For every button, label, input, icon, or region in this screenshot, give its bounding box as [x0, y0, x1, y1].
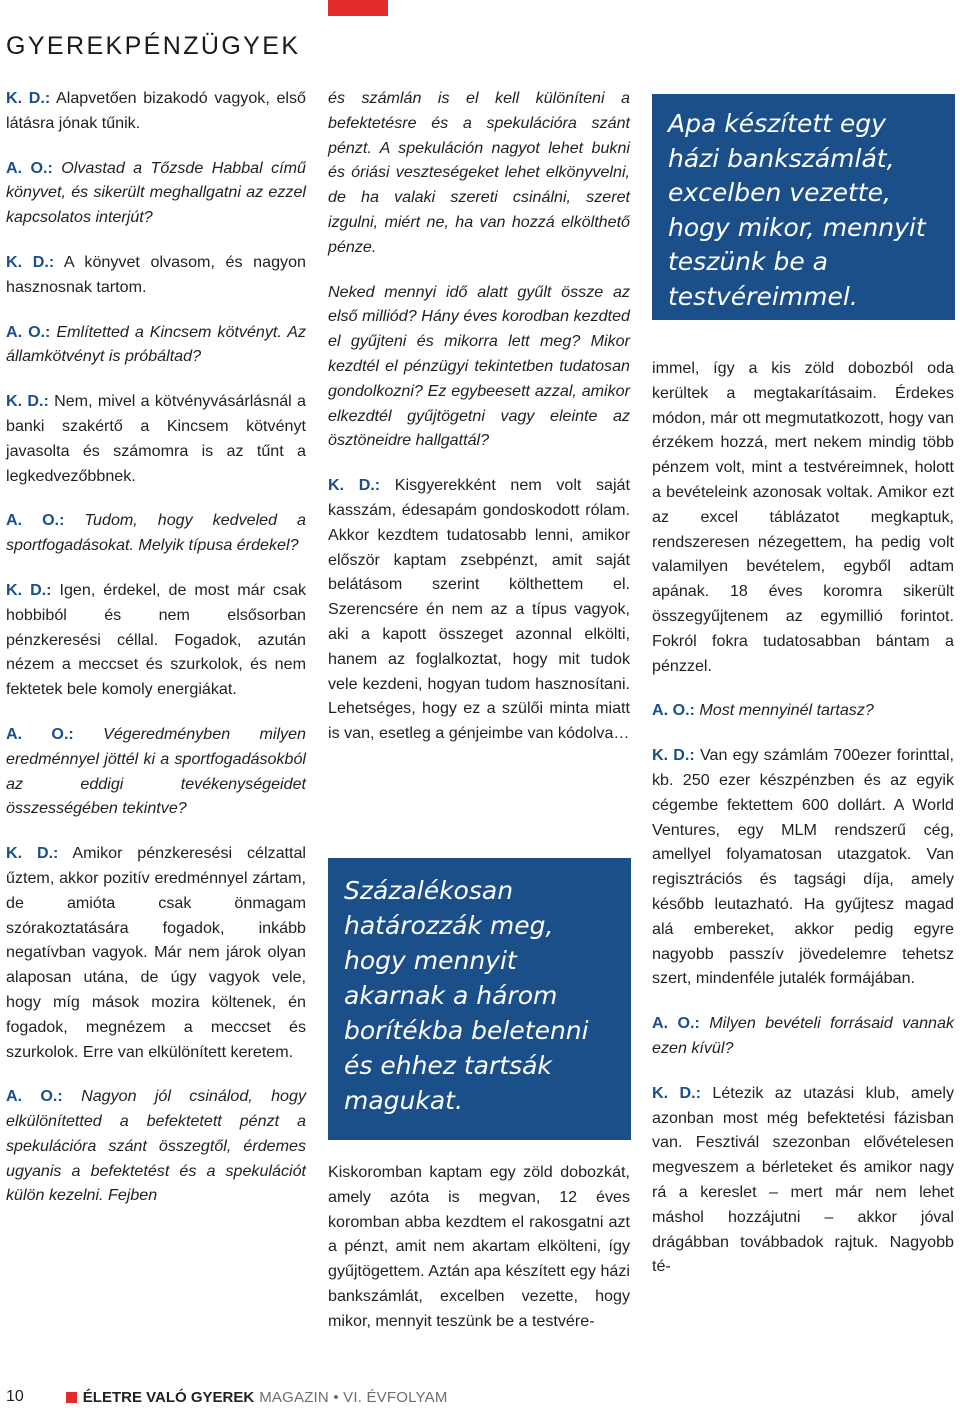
speaker-label: A. O.: [6, 724, 74, 743]
question-paragraph [6, 320, 306, 370]
paragraph-text: Tudom, hogy kedveled a sportfogadásokat. Melyik típusa érdekel? [6, 511, 306, 555]
paragraph-text: Milyen bevételi forrásaid vannak ezen kívül? [652, 1014, 954, 1057]
column-3 [652, 356, 954, 1279]
speaker-label: K. D.: [6, 392, 49, 411]
paragraph-text: Olvastad a Tőzsde Habbal című könyvet, és sikerült meghallgatni az ezzel kapcsolatos interjút? [6, 158, 306, 227]
speaker-label: A. O.: [652, 1014, 700, 1033]
paragraph [6, 841, 306, 1064]
column-1 [6, 86, 306, 1208]
speaker-label: A. O.: [6, 511, 65, 530]
paragraph [328, 1160, 630, 1334]
speaker-label: K. D.: [328, 476, 381, 495]
section-title: GYEREKPÉNZÜGYEK [6, 32, 301, 60]
paragraph [652, 743, 954, 991]
paragraph-text: Kisgyerekként nem volt saját kasszám, édesapám gondoskodott rólam. Akkor kezdtem tudatosabb lenni, amikor először kaptam zsebpénzt, amit saját belátásom szerint költhettem el. Szerencsére én nem az a típus vagyok, aki a kapott összeget azonnal elkölti, hanem az foglalkoztat, hogy mit tudok vele kezdeni, hogyan tudom hasznosítani. Lehetséges, hogy ez a szülői minta miatt is van, esetleg a génjeimbe van kódolva… [328, 476, 630, 743]
speaker-label: K. D.: [6, 580, 52, 599]
speaker-label: K. D.: [652, 746, 695, 765]
paragraph-text: Említetted a Kincsem kötvényt. Az államkötvényt is próbáltad? [6, 322, 306, 366]
paragraph-text: Nem, mivel a kötvényvásárlásnál a banki szakértő a Kincsem kötvényt javasolta és számomra is az tűnt a legkedvezőbbnek. [6, 392, 306, 485]
magazine-name: ÉLETRE VALÓ GYEREK [82, 1388, 255, 1406]
red-square-bullet-icon [66, 1392, 77, 1403]
paragraph [6, 578, 306, 702]
paragraph [6, 250, 306, 300]
paragraph [652, 1081, 954, 1279]
paragraph-text: Amikor pénzkeresési célzattal űztem, akkor pozitív eredménnyel zártam, de amióta csak önmagam szórakoztatására fogadok, inkább negatívban vagyok. Már nem járok olyan alaposan utána, de úgy vagyok vele, hogy míg mások mozira költenek, én fogadok, megnézem a meccset és szurkolok. Erre van elkülönített keretem. [6, 844, 306, 1061]
paragraph-text: Most mennyinél tartasz? [694, 701, 874, 720]
question-paragraph [6, 1084, 306, 1208]
speaker-label: A. O.: [652, 701, 695, 720]
paragraph [652, 356, 954, 678]
question-paragraph [6, 508, 306, 558]
paragraph-text: A könyvet olvasom, és nagyon hasznosnak tartom. [6, 252, 306, 296]
speaker-label: A. O.: [6, 158, 53, 177]
question-paragraph [328, 280, 630, 454]
paragraph [6, 86, 306, 136]
question-paragraph [328, 86, 630, 260]
magazine-edition: MAGAZIN • VI. ÉVFOLYAM [259, 1388, 448, 1406]
question-paragraph [6, 156, 306, 230]
paragraph-text: Van egy számlám 700ezer forinttal, kb. 250 ezer készpénzben és az egyik cégembe fektettem 600 dollárt. A World Ventures, egy MLM rendszerű cég, amellyel folyamatosan utazgatok. Van regisztrációs és tagsági díja, amely később leutazható. Ha gyűjtesz magad alá embereket, akkor pedig egyre nagyobb passzív jövedelemre tehetsz szert, mindenféle jutalék formájában. [652, 746, 954, 988]
column-2 [328, 86, 630, 746]
paragraph-text: immel, így a kis zöld dobozból oda kerültek a megtakarításaim. Érdekes módon, már ott megmutatkozott, hogy van érzékem hozzá, mert nekem mindig több pénzem volt, mint a testvéreimnek, holott a bevételeink azonosak voltak. Amikor ezt az excel táblázatot megkaptuk, rendszeresen nézegettem, ha pedig volt valamilyen bevételem, egyből adtam apának. 18 éves koromra sikerült összegyűjtenem az egymillió forintot. Fokról fokra tudatosabban bántam a pénzzel. [652, 359, 954, 675]
question-paragraph [652, 698, 954, 723]
column-2-continued [328, 1160, 630, 1334]
speaker-label: K. D.: [652, 1083, 701, 1102]
question-paragraph [6, 722, 306, 821]
paragraph [6, 389, 306, 488]
speaker-label: A. O.: [6, 1087, 63, 1106]
page-number: 10 [6, 1388, 24, 1405]
pull-quote-top-right: Apa készített egy házi bankszámlát, excelben vezette, hogy mikor, mennyit teszünk be a testvéreimmel. [652, 94, 955, 320]
paragraph [328, 473, 630, 746]
paragraph-text: Alapvetően bizakodó vagyok, első látásra jónak tűnik. [6, 89, 306, 132]
speaker-label: K. D.: [6, 252, 55, 271]
paragraph-text: Nagyon jól csinálod, hogy elkülönítetted a befektetett pénzt a spekulációra szánt összegtől, érdemes ugyanis a befektetést és a spekulációt külön kezelni. Fejben [6, 1087, 306, 1205]
paragraph-text: Végeredményben milyen eredménnyel jöttél ki a sportfogadásokból az eddigi tevékenységeidet összességében tekintve? [6, 724, 306, 818]
page-footer [6, 1387, 448, 1407]
speaker-label: K. D.: [6, 89, 51, 107]
speaker-label: A. O.: [6, 322, 51, 341]
pull-quote-middle: Százalékosan határozzák meg, hogy mennyit akarnak a három borítékba beletenni és ehhez tartsák magukat. [328, 858, 631, 1140]
paragraph-text: Kiskoromban kaptam egy zöld dobozkát, amely azóta is megvan, 12 éves koromban abba kezdtem el rakosgatni azt a pénzt, amit nem akartam elkölteni, így gyűjtögettem. Aztán apa készített egy házi bankszámlát, excelben vezette, hogy mikor, mennyit teszünk be a testvére- [328, 1163, 630, 1330]
paragraph-text: Létezik az utazási klub, amely azonban most még befektetési fázisban van. Fesztivál szezonban elővételesen megveszem a bérleteket és amikor nagy rá a kereslet – mert már nem lehet máshol hozzájutni – akkor jóval drágábban továbbadok rajtuk. Nagyobb té- [652, 1083, 954, 1276]
paragraph-text: Igen, érdekel, de most már csak hobbiból és nem elsősorban pénzkeresési céllal. Fogadok, azután nézem a meccset és szurkolok, és nem fektetek bele komoly energiákat. [6, 580, 306, 699]
question-paragraph [652, 1011, 954, 1061]
paragraph-text: és számlán is el kell különíteni a befektetésre és a spekulációra szánt pénzt. A spekuláción nagyot lehet bukni és óriási veszteségeket lehet elkönyvelni, de ha valaki szereti csinálni, szeret izgulni, miért ne, ha van hozzá elkölthető pénze. [328, 89, 630, 256]
top-accent-bar [328, 0, 388, 16]
paragraph-text: Neked mennyi idő alatt gyűlt össze az első milliód? Hány éves korodban kezdted el gyűjteni és mikorra lett meg? Mikor kezdtél el pénzügyi tekintetben tudatosan gondolkozni? Ez egybeesett azzal, amikor elkezdtél gyűjtögetni vagy eleinte az ösztöneidre hallgattál? [328, 282, 630, 450]
speaker-label: K. D.: [6, 844, 59, 863]
